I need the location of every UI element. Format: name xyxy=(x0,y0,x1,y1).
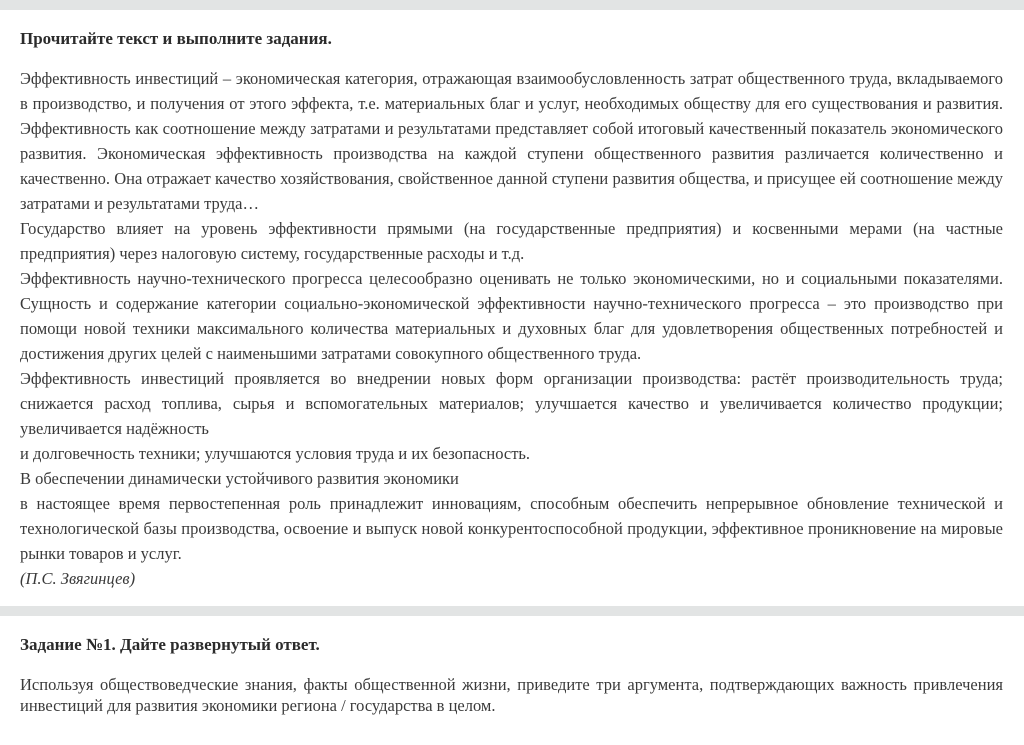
paragraph-scientific-progress: Эффективность научно-технического прогресса целесообразно оценивать не только экономическими, но и социальными показателями. Сущность и содержание категории социально-экономической эффективности научно-технического прогресса – это производство при помощи новой техники максимального количества материальных и духовных благ для удовлетворения общественных потребностей и достижения других целей с наименьшими затратами совокупного общественного труда. xyxy=(20,269,1003,363)
paragraph-sustainable-development: В обеспечении динамически устойчивого развития экономики xyxy=(20,469,459,488)
paragraph-durability: и долговечность техники; улучшаются условия труда и их безопасность. xyxy=(20,444,531,463)
section-divider xyxy=(0,606,1024,616)
task-heading: Задание №1. Дайте развернутый ответ. xyxy=(20,635,320,654)
task-text: Используя обществоведческие знания, факты общественной жизни, приведите три аргумента, подтверждающих важность привлечения инвестиций для развития экономики региона / государства в целом. xyxy=(20,675,1003,715)
top-divider xyxy=(0,0,1024,10)
reading-heading: Прочитайте текст и выполните задания. xyxy=(20,29,332,48)
author-citation: (П.С. Звягинцев) xyxy=(20,569,136,588)
task-section xyxy=(0,616,1024,716)
paragraph-state-influence: Государство влияет на уровень эффективности прямыми (на государственные предприятия) и косвенными мерами (на частные предприятия) через налоговую систему, государственные расходы и т.д. xyxy=(20,219,1003,263)
reading-section xyxy=(0,10,1024,591)
paragraph-investment-efficiency: Эффективность инвестиций – экономическая категория, отражающая взаимообусловленность затрат общественного труда, вкладываемого в производство, и получения от этого эффекта, т.е. материальных благ и услуг, необходимых обществу для его существования и развития. Эффективность как соотношение между затратами и результатами представляет собой итоговый качественный показатель экономического развития. Экономическая эффективность производства на каждой ступени общественного развития различается количественно и качественно. Она отражает качество хозяйствования, свойственное данной ступени развития общества, и присущее ей соотношение между затратами и результатами труда… xyxy=(20,69,1003,213)
paragraph-innovations: в настоящее время первостепенная роль принадлежит инновациям, способным обеспечить непрерывное обновление технической и технологической базы производства, освоение и выпуск новой конкурентоспособной продукции, эффективное проникновение на мировые рынки товаров и услуг. xyxy=(20,494,1003,563)
paragraph-new-forms: Эффективность инвестиций проявляется во внедрении новых форм организации производства: растёт производительность труда; снижается расход топлива, сырья и вспомогательных материалов; улучшается качество и увеличивается количество продукции; увеличивается надёжность xyxy=(20,369,1003,438)
